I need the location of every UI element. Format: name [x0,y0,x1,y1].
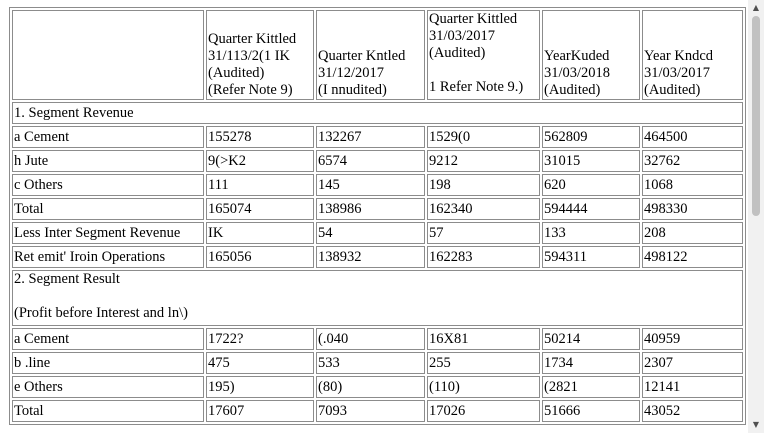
section-title: 1. Segment Revenue [12,102,743,124]
table-cell: 133 [542,222,640,244]
table-row [12,222,743,244]
table-cell: 57 [427,222,540,244]
row-label: h Jute [12,150,204,172]
table-cell: IK [206,222,314,244]
table-cell: 562809 [542,126,640,148]
table-cell: 162340 [427,198,540,220]
scroll-down-arrow-icon[interactable]: ▼ [752,420,760,429]
table-cell: 9212 [427,150,540,172]
table-cell: 594444 [542,198,640,220]
scrollbar-thumb[interactable] [752,16,760,216]
table-row [12,328,743,350]
column-header: YearKuded 31/03/2018 (Audited) [542,10,640,100]
row-label: Total [12,198,204,220]
table-cell: 165056 [206,246,314,268]
row-label: Less Inter Segment Revenue [12,222,204,244]
column-header: Quarter Kittled 31/113/2(1 IK (Audited) (Refer Note 9) [206,10,314,100]
table-cell: 498122 [642,246,743,268]
section-heading [12,270,743,326]
table-cell: 54 [316,222,425,244]
table-cell: 9(>K2 [206,150,314,172]
table-cell: 6574 [316,150,425,172]
corner-cell [12,10,204,100]
table-cell: 12141 [642,376,743,398]
segment-results-table [9,7,746,425]
table-cell: 51666 [542,400,640,422]
table-cell: 1068 [642,174,743,196]
table-cell: 1734 [542,352,640,374]
table-cell: 195) [206,376,314,398]
row-label: Ret emit' Iroin Operations [12,246,204,268]
table-row [12,126,743,148]
table-cell: 145 [316,174,425,196]
scroll-up-arrow-icon[interactable]: ▲ [752,3,760,12]
column-header: Quarter Kntled 31/12/2017 (I nnudited) [316,10,425,100]
table-cell: 50214 [542,328,640,350]
table-cell: 208 [642,222,743,244]
table-cell: 111 [206,174,314,196]
row-label: b .line [12,352,204,374]
table-cell: (80) [316,376,425,398]
table-cell: 43052 [642,400,743,422]
table-row [12,174,743,196]
table-row [12,376,743,398]
table-cell: 32762 [642,150,743,172]
table-cell: 475 [206,352,314,374]
table-cell: 40959 [642,328,743,350]
table-cell: 1529(0 [427,126,540,148]
table-cell: 138932 [316,246,425,268]
row-label: a Cement [12,328,204,350]
table-row [12,198,743,220]
section-heading-row [12,102,743,124]
table-cell: 17607 [206,400,314,422]
header-row [12,10,743,100]
table-cell: (110) [427,376,540,398]
section-heading-row [12,270,743,326]
table-cell: (.040 [316,328,425,350]
spacer [14,288,741,305]
table-cell: 16X81 [427,328,540,350]
table-row [12,246,743,268]
table-cell: 17026 [427,400,540,422]
table-cell: 464500 [642,126,743,148]
table-cell: 620 [542,174,640,196]
table-cell: 498330 [642,198,743,220]
table-cell: 7093 [316,400,425,422]
column-header: Year Kndcd 31/03/2017 (Audited) [642,10,743,100]
table-cell: 198 [427,174,540,196]
table-cell: 155278 [206,126,314,148]
table-cell: 165074 [206,198,314,220]
table-cell: 138986 [316,198,425,220]
row-label: Total [12,400,204,422]
table-cell: 2307 [642,352,743,374]
column-header: Quarter Kittled 31/03/2017 (Audited) 1 Refer Note 9.) [427,10,540,100]
table-cell: (2821 [542,376,640,398]
table-cell: 31015 [542,150,640,172]
row-label: c Others [12,174,204,196]
table-cell: 1722? [206,328,314,350]
table-cell: 594311 [542,246,640,268]
section-title: 2. Segment Result [14,271,120,287]
table-row [12,352,743,374]
table-row [12,150,743,172]
row-label: a Cement [12,126,204,148]
table-cell: 533 [316,352,425,374]
table-cell: 132267 [316,126,425,148]
table-cell: 162283 [427,246,540,268]
section-subtitle: (Profit before Interest and ln\) [14,305,188,321]
vertical-scrollbar[interactable] [748,0,764,433]
table-cell: 255 [427,352,540,374]
table-row [12,400,743,422]
row-label: e Others [12,376,204,398]
